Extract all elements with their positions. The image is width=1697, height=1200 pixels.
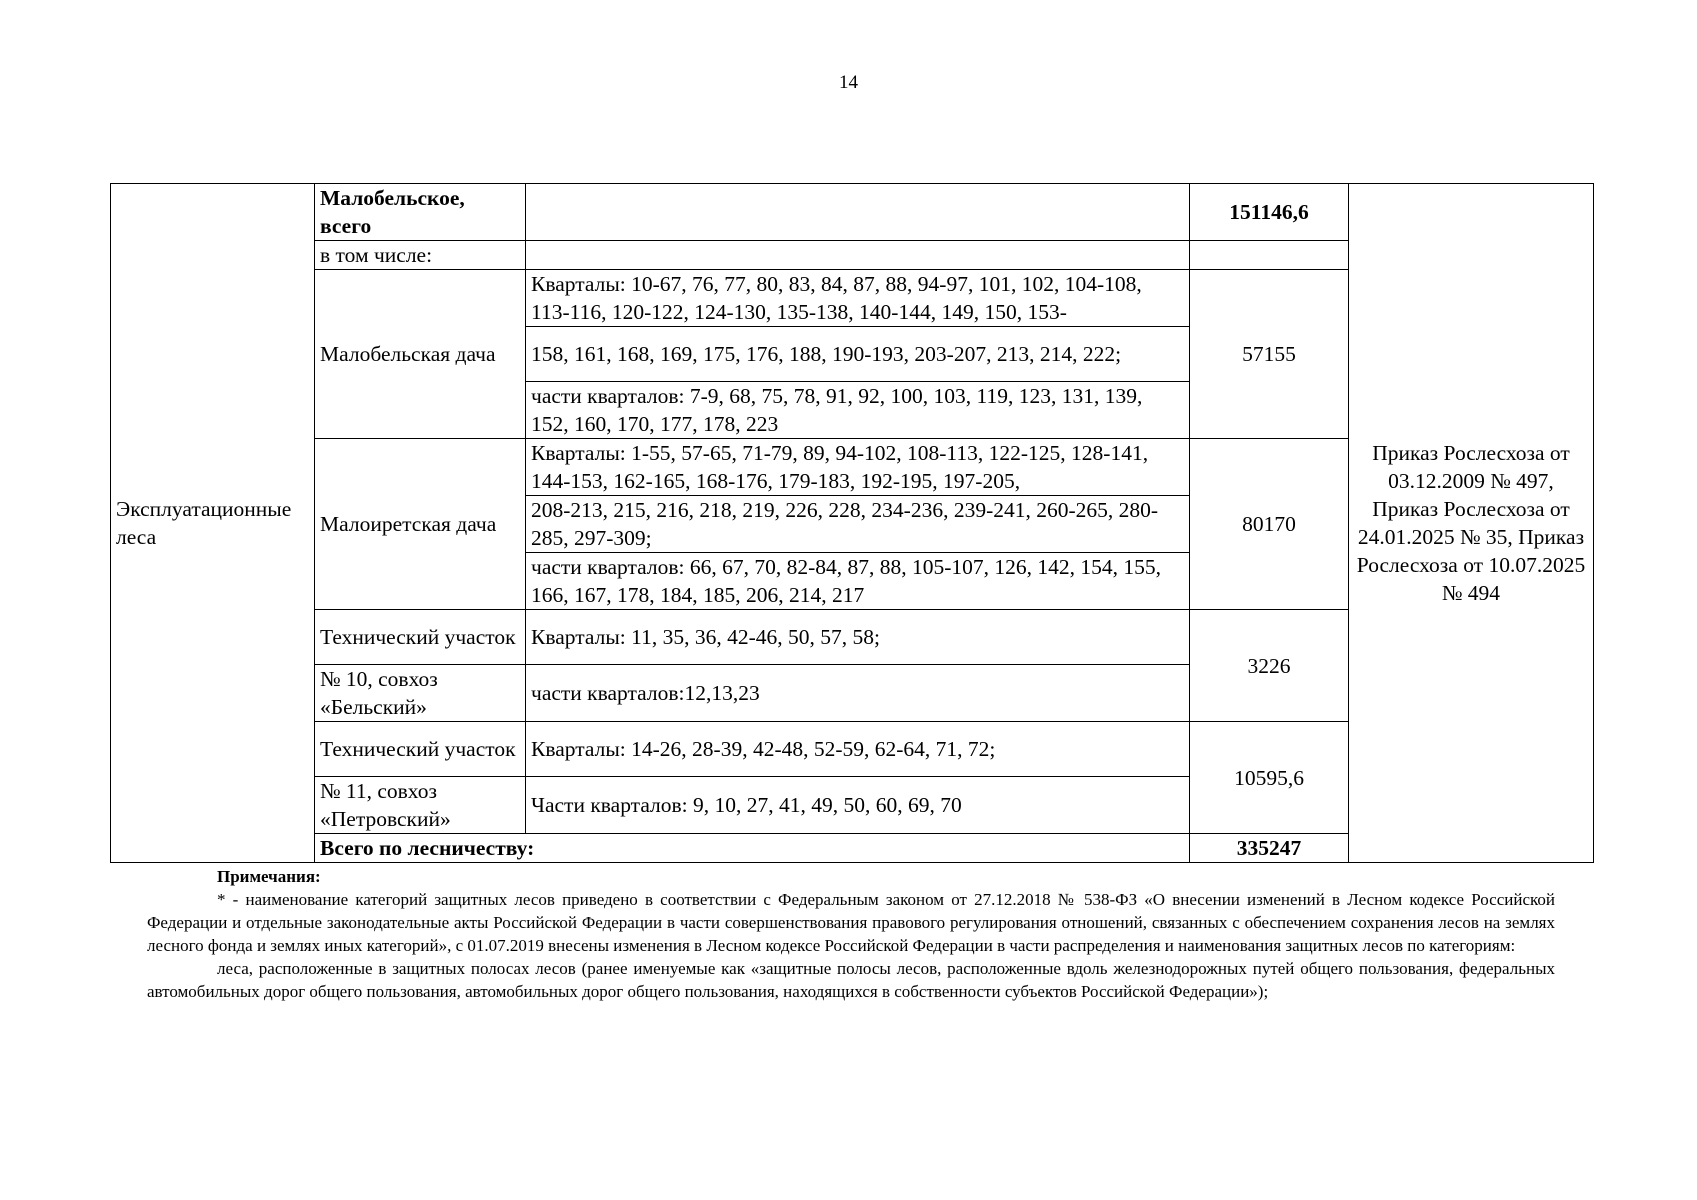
unit-name: Технический участок (315, 722, 526, 777)
blocks-cell: 208-213, 215, 216, 218, 219, 226, 228, 234-236, 239-241, 260-265, 280-285, 297-309; (526, 496, 1190, 553)
table-row (111, 184, 1594, 241)
unit-area: 80170 (1190, 439, 1349, 610)
legal-documents: Приказ Рослесхоза от 03.12.2009 № 497, Приказ Рослесхоза от 24.01.2025 № 35, Приказ Рослесхоза от 10.07.2025 № 494 (1349, 184, 1594, 863)
blocks-cell: Части кварталов: 9, 10, 27, 41, 49, 50, 60, 69, 70 (526, 777, 1190, 834)
blocks-cell: части кварталов:12,13,23 (526, 665, 1190, 722)
unit-name-continued: № 10, совхоз «Бельский» (315, 665, 526, 722)
unit-name: Малобельская дача (315, 270, 526, 439)
blocks-cell: Кварталы: 10-67, 76, 77, 80, 83, 84, 87, 88, 94-97, 101, 102, 104-108, 113-116, 120-122, 124-130, 135-138, 140-144, 149, 150, 153- (526, 270, 1190, 327)
empty-cell (526, 184, 1190, 241)
empty-cell (526, 241, 1190, 270)
unit-name-continued: № 11, совхоз «Петровский» (315, 777, 526, 834)
unit-area: 10595,6 (1190, 722, 1349, 834)
total-area: 335247 (1190, 834, 1349, 863)
page-number: 14 (839, 72, 858, 93)
blocks-cell: Кварталы: 14-26, 28-39, 42-48, 52-59, 62-64, 71, 72; (526, 722, 1190, 777)
empty-cell (1190, 241, 1349, 270)
notes-paragraph: * - наименование категорий защитных лесов приведено в соответствии с Федеральным законом от 27.12.2018 № 538-ФЗ «О внесении изменений в Лесном кодексе Российской Федерации и отдельные законодательные акты Российской Федерации в части совершенствования правового регулирования отношений, связанных с обеспечением сохранения лесов на землях лесного фонда и землях иных категорий», с 01.07.2019 внесены изменения в Лесном кодексе Российской Федерации в части распределения и наименования защитных лесов по категориям: (147, 890, 1555, 955)
forestry-name: Малобельское, всего (315, 184, 526, 241)
forest-category: Эксплуатационные леса (111, 184, 315, 863)
in-that-number-label: в том числе: (315, 241, 526, 270)
blocks-cell: Кварталы: 11, 35, 36, 42-46, 50, 57, 58; (526, 610, 1190, 665)
blocks-cell: части кварталов: 7-9, 68, 75, 78, 91, 92, 100, 103, 119, 123, 131, 139, 152, 160, 170, 177, 178, 223 (526, 382, 1190, 439)
unit-name: Технический участок (315, 610, 526, 665)
blocks-cell: Кварталы: 1-55, 57-65, 71-79, 89, 94-102, 108-113, 122-125, 128-141, 144-153, 162-165, 168-176, 179-183, 192-195, 197-205, (526, 439, 1190, 496)
notes-title: Примечания: (217, 867, 321, 886)
notes-paragraph: леса, расположенные в защитных полосах лесов (ранее именуемые как «защитные полосы лесов, расположенные вдоль железнодорожных путей общего пользования, федеральных автомобильных дорог общего пользования, автомобильных дорог общего пользования, находящихся в собственности субъектов Российской Федерации»); (147, 959, 1555, 1001)
unit-area: 57155 (1190, 270, 1349, 439)
total-label: Всего по лесничеству: (315, 834, 1190, 863)
unit-area: 3226 (1190, 610, 1349, 722)
notes-section (147, 865, 1555, 1003)
unit-name: Малоиретская дача (315, 439, 526, 610)
forest-areas-table (110, 183, 1594, 863)
blocks-cell: 158, 161, 168, 169, 175, 176, 188, 190-193, 203-207, 213, 214, 222; (526, 327, 1190, 382)
forestry-area: 151146,6 (1190, 184, 1349, 241)
blocks-cell: части кварталов: 66, 67, 70, 82-84, 87, 88, 105-107, 126, 142, 154, 155, 166, 167, 178, 184, 185, 206, 214, 217 (526, 553, 1190, 610)
